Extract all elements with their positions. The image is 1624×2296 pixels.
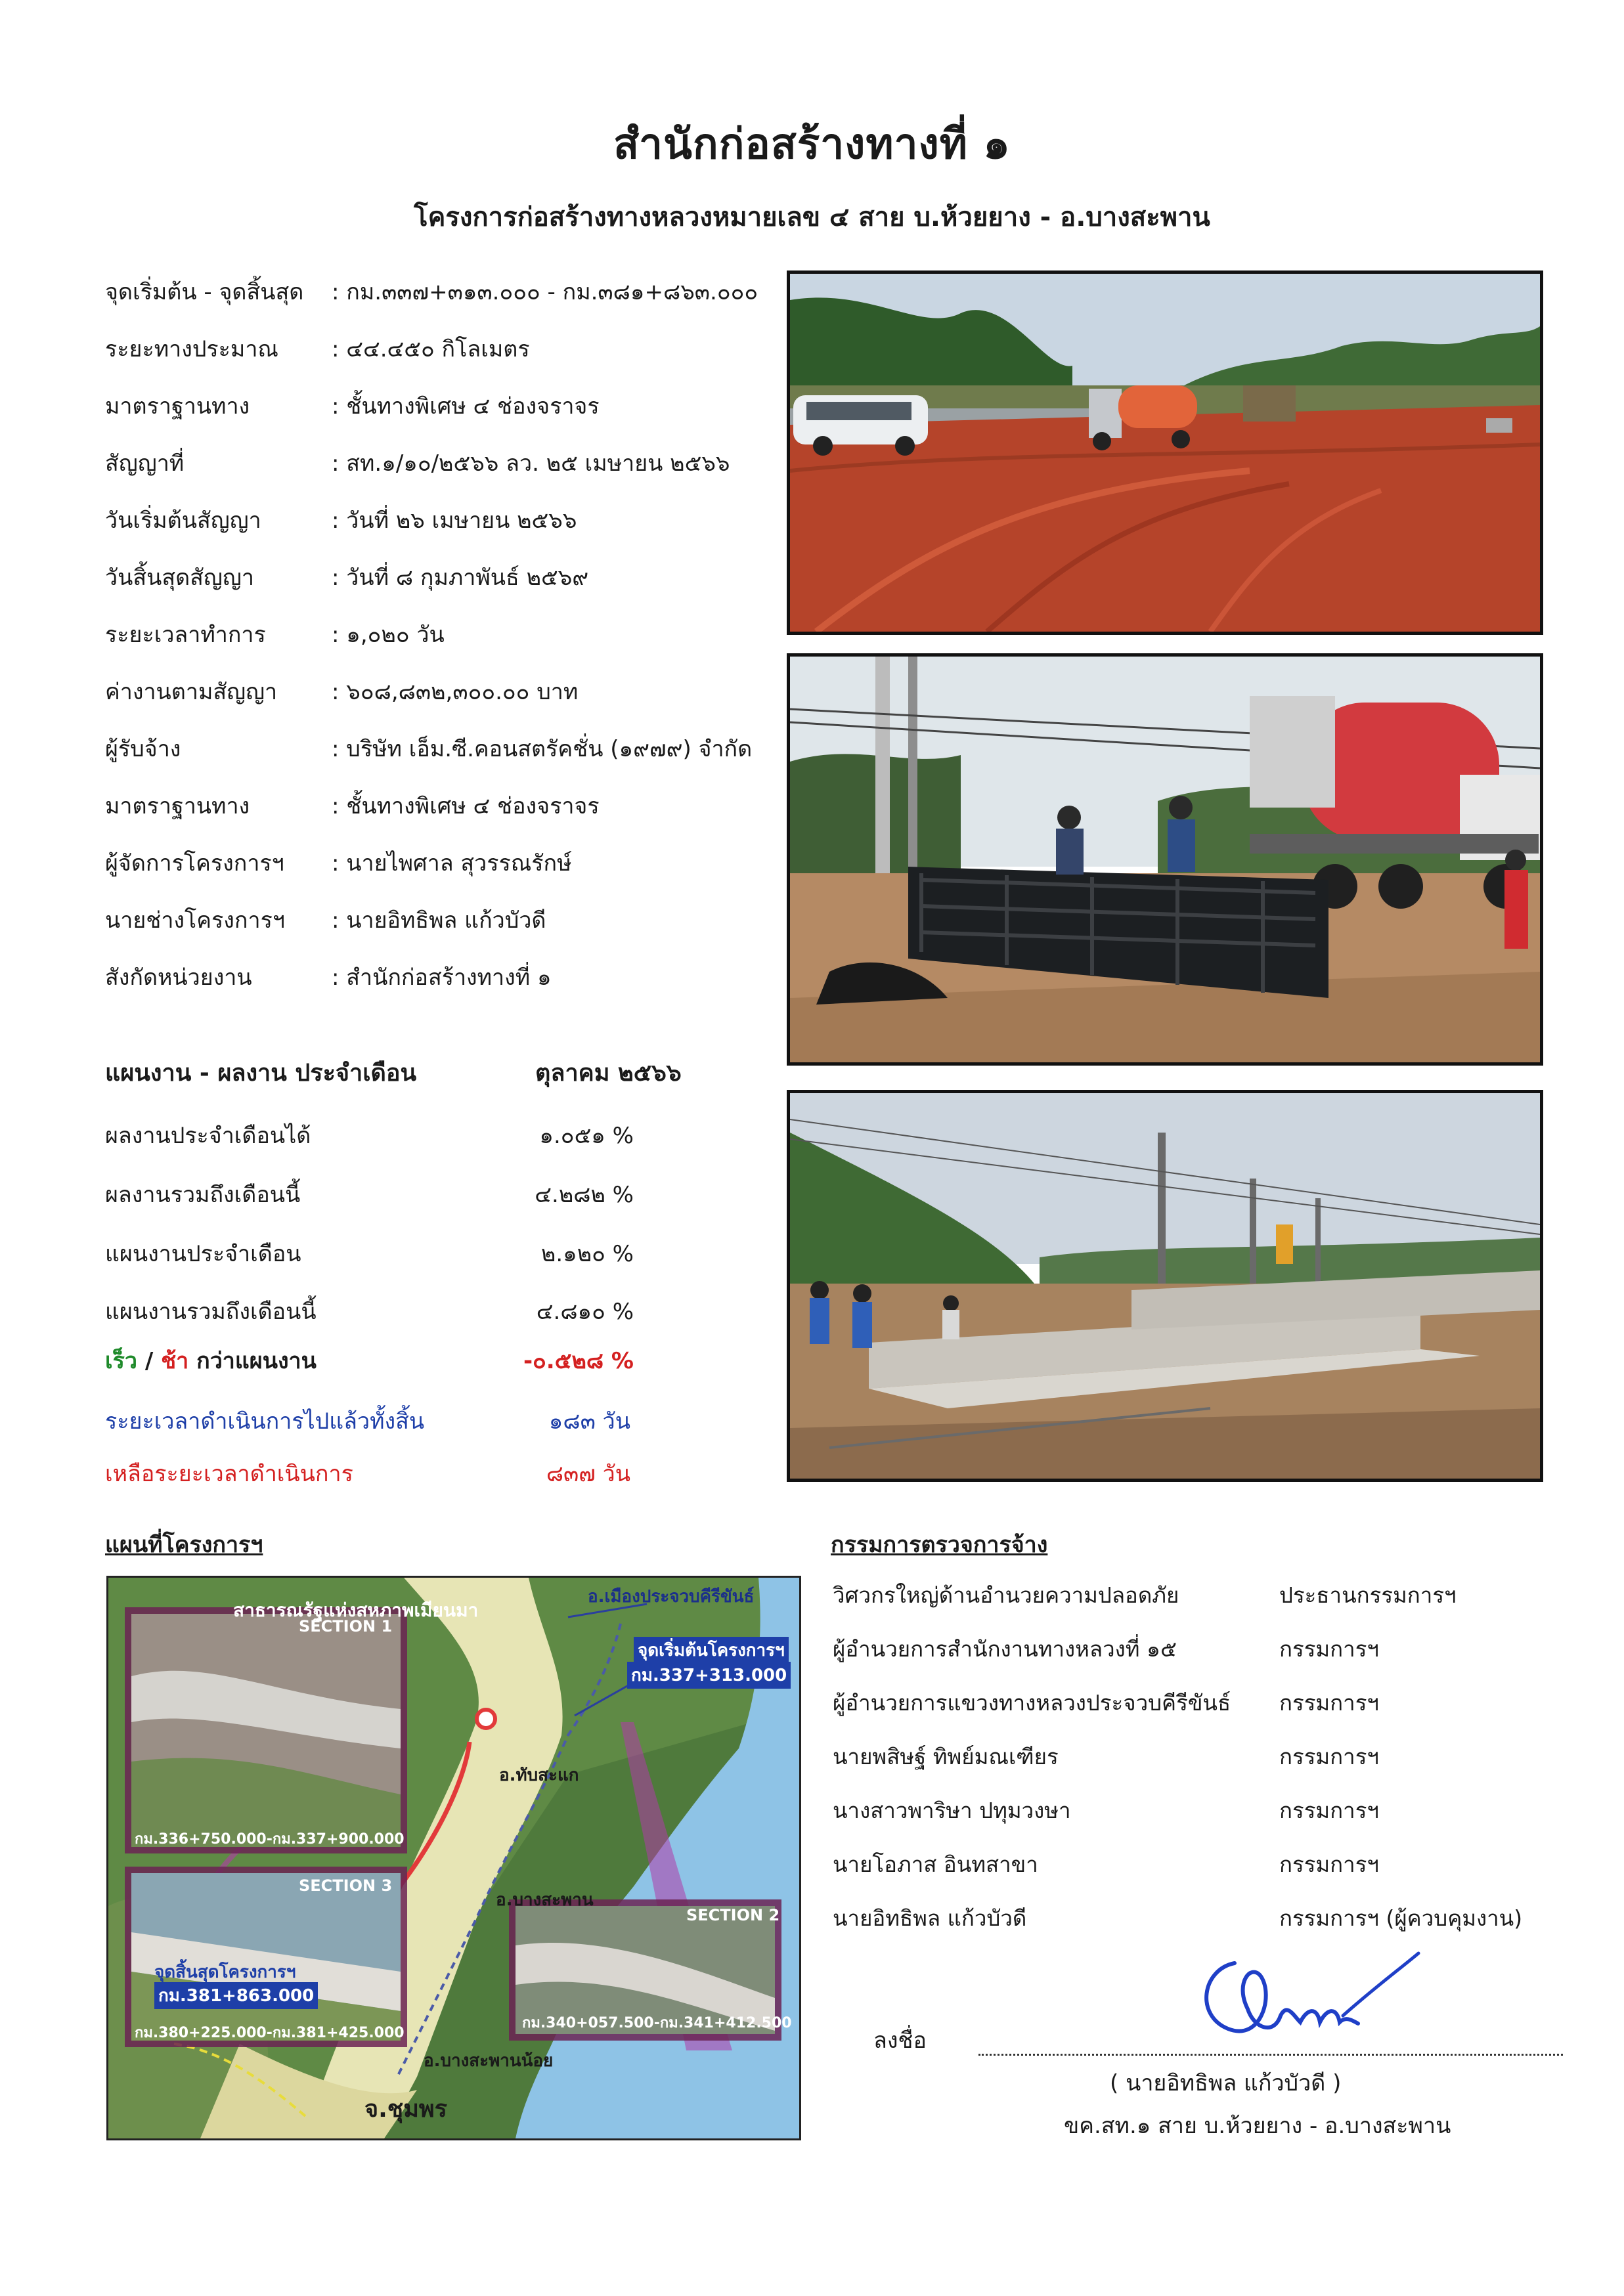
slow-label: ช้า xyxy=(161,1348,189,1374)
committee-row xyxy=(833,1630,1379,1669)
site-photo-retaining-wall xyxy=(787,1090,1543,1482)
signer-name: ( นายอิทธิพล แก้วบัวดี ) xyxy=(1110,2070,1342,2096)
committee-member-name: วิศวกรใหญ่ด้านอำนวยความปลอดภัย xyxy=(833,1582,1179,1608)
map-start-label: จุดเริ่มต้นโครงการฯ xyxy=(634,1637,789,1664)
committee-row xyxy=(833,1899,1523,1938)
progress-value: ๑.๐๕๑ % xyxy=(539,1123,634,1149)
committee-member-name: ผู้อำนวยการแขวงทางหลวงประจวบคีรีขันธ์ xyxy=(833,1690,1231,1716)
progress-heading: แผนงาน - ผลงาน ประจำเดือน xyxy=(105,1060,417,1087)
map-start-km: กม.337+313.000 xyxy=(627,1662,791,1689)
info-label: วันสิ้นสุดสัญญา xyxy=(105,565,254,591)
info-label: ผู้รับจ้าง xyxy=(105,736,181,762)
signature-mark xyxy=(1189,1943,1425,2055)
committee-member-role: กรรมการฯ xyxy=(1279,1690,1379,1716)
info-label: ค่างานตามสัญญา xyxy=(105,679,278,705)
info-value: : ๑,๐๒๐ วัน xyxy=(332,622,445,648)
remaining-label: เหลือระยะเวลาดำเนินการ xyxy=(105,1461,353,1487)
info-value: : วันที่ ๘ กุมภาพันธ์ ๒๕๖๙ xyxy=(332,565,589,591)
info-label: มาตราฐานทาง xyxy=(105,793,250,819)
committee-member-name: นายพสิษฐ์ ทิพย์มณเฑียร xyxy=(833,1744,1059,1769)
committee-member-role: กรรมการฯ xyxy=(1279,1852,1379,1877)
remaining-value: ๘๓๗ วัน xyxy=(546,1461,630,1487)
info-label: ผู้จัดการโครงการฯ xyxy=(105,850,284,877)
site-photo-concrete-pour xyxy=(787,653,1543,1066)
map-province-2: จ.ชุมพร xyxy=(364,2096,447,2123)
committee-member-name: นางสาวพาริษา ปทุมวงษา xyxy=(833,1798,1071,1823)
vs-plan-label: กว่าแผนงาน xyxy=(196,1348,317,1374)
map-title: แผนที่โครงการฯ xyxy=(105,1532,263,1558)
progress-row xyxy=(105,1292,696,1332)
progress-value: ๒.๑๒๐ % xyxy=(540,1241,634,1267)
signer-position: ขค.สท.๑ สาย บ.ห้วยยาง - อ.บางสะพาน xyxy=(1064,2113,1451,2139)
progress-month: ตุลาคม ๒๕๖๖ xyxy=(535,1060,682,1087)
map-section-1: SECTION 1 xyxy=(299,1617,393,1635)
progress-value: ๔.๒๘๒ % xyxy=(535,1182,634,1208)
info-value: : บริษัท เอ็ม.ซี.คอนสตรัคชั่น (๑๙๗๙) จำกัด xyxy=(332,736,753,762)
committee-member-name: นายโอภาส อินทสาขา xyxy=(833,1852,1038,1877)
project-map xyxy=(106,1576,801,2140)
map-district-3: อ.บางสะพานน้อย xyxy=(424,2051,554,2071)
committee-member-role: ประธานกรรมการฯ xyxy=(1279,1582,1457,1608)
fast-label: เร็ว xyxy=(105,1348,137,1374)
info-label: วันเริ่มต้นสัญญา xyxy=(105,508,261,534)
committee-row xyxy=(833,1683,1379,1723)
info-value: : สำนักก่อสร้างทางที่ ๑ xyxy=(332,964,552,991)
info-value: : นายอิทธิพล แก้วบัวดี xyxy=(332,907,546,934)
committee-title: กรรมการตรวจการจ้าง xyxy=(831,1532,1048,1558)
elapsed-value: ๑๘๓ วัน xyxy=(548,1408,630,1435)
committee-member-role: กรรมการฯ xyxy=(1279,1744,1379,1769)
map-province-label: อ.เมืองประจวบคีรีขันธ์ xyxy=(588,1587,755,1607)
info-label: สังกัดหน่วยงาน xyxy=(105,964,252,991)
remaining-row xyxy=(105,1454,696,1494)
committee-row xyxy=(833,1576,1457,1615)
committee-member-role: กรรมการฯ xyxy=(1279,1636,1379,1662)
progress-row xyxy=(105,1234,696,1274)
info-value: : กม.๓๓๗+๓๑๓.๐๐๐ - กม.๓๘๑+๘๖๓.๐๐๐ xyxy=(332,279,758,305)
page-title: สำนักก่อสร้างทางที่ ๑ xyxy=(613,120,1011,169)
map-district-1: อ.ทับสะแก xyxy=(499,1765,579,1785)
info-value: : ๔๔.๔๕๐ กิโลเมตร xyxy=(332,336,530,362)
progress-value: ๔.๘๑๐ % xyxy=(536,1299,634,1325)
progress-row xyxy=(105,1116,696,1156)
info-label: นายช่างโครงการฯ xyxy=(105,907,285,934)
progress-label: ผลงานประจำเดือนได้ xyxy=(105,1123,311,1149)
elapsed-label: ระยะเวลาดำเนินการไปแล้วทั้งสิ้น xyxy=(105,1408,425,1435)
committee-member-name: ผู้อำนวยการสำนักงานทางหลวงที่ ๑๕ xyxy=(833,1636,1177,1662)
map-district-2: อ.บางสะพาน xyxy=(496,1890,594,1910)
map-section-1-km: กม.336+750.000-กม.337+900.000 xyxy=(135,1831,405,1848)
map-section-2-km: กม.340+057.500-กม.341+412.500 xyxy=(522,2015,792,2031)
info-value: : ชั้นทางพิเศษ ๔ ช่องจราจร xyxy=(332,793,600,819)
progress-label: แผนงานประจำเดือน xyxy=(105,1241,301,1267)
info-value: : ๖๐๘,๘๓๒,๓๐๐.๐๐ บาท xyxy=(332,679,579,705)
committee-member-role: กรรมการฯ (ผู้ควบคุมงาน) xyxy=(1279,1905,1523,1931)
info-label: ระยะเวลาทำการ xyxy=(105,622,266,648)
map-section-2: SECTION 2 xyxy=(686,1906,780,1924)
info-value: : ชั้นทางพิเศษ ๔ ช่องจราจร xyxy=(332,393,600,420)
progress-variance-row xyxy=(105,1341,696,1381)
committee-row xyxy=(833,1845,1379,1884)
info-label: สัญญาที่ xyxy=(105,450,185,477)
signature-line xyxy=(978,2054,1563,2056)
info-label: ระยะทางประมาณ xyxy=(105,336,278,362)
elapsed-row xyxy=(105,1402,696,1441)
committee-member-name: นายอิทธิพล แก้วบัวดี xyxy=(833,1905,1027,1931)
site-photo-earthwork xyxy=(787,271,1543,635)
variance-value: -๐.๕๒๘ % xyxy=(523,1348,634,1374)
map-end-km: กม.381+863.000 xyxy=(154,1982,318,2009)
info-label: จุดเริ่มต้น - จุดสิ้นสุด xyxy=(105,279,304,305)
variance-label xyxy=(105,1341,317,1381)
map-section-3-km: กม.380+225.000-กม.381+425.000 xyxy=(135,2025,405,2041)
slash: / xyxy=(144,1348,154,1374)
committee-row xyxy=(833,1737,1379,1777)
map-country-label: สาธารณรัฐแห่งสหภาพเมียนมา xyxy=(233,1599,479,1621)
project-subtitle: โครงการก่อสร้างทางหลวงหมายเลข ๔ สาย บ.ห้วยยาง - อ.บางสะพาน xyxy=(414,202,1210,232)
progress-label: แผนงานรวมถึงเดือนนี้ xyxy=(105,1299,317,1325)
info-value: : นายไพศาล สุวรรณรักษ์ xyxy=(332,850,572,877)
info-value: : สท.๑/๑๐/๒๕๖๖ ลว. ๒๕ เมษายน ๒๕๖๖ xyxy=(332,450,730,477)
progress-row xyxy=(105,1175,696,1215)
map-end-label: จุดสิ้นสุดโครงการฯ xyxy=(154,1962,296,1982)
map-section-3: SECTION 3 xyxy=(299,1876,393,1895)
committee-row xyxy=(833,1791,1379,1830)
progress-label: ผลงานรวมถึงเดือนนี้ xyxy=(105,1182,301,1208)
info-value: : วันที่ ๒๖ เมษายน ๒๕๖๖ xyxy=(332,508,577,534)
committee-member-role: กรรมการฯ xyxy=(1279,1798,1379,1823)
signature-label: ลงชื่อ xyxy=(873,2027,927,2054)
info-label: มาตราฐานทาง xyxy=(105,393,250,420)
